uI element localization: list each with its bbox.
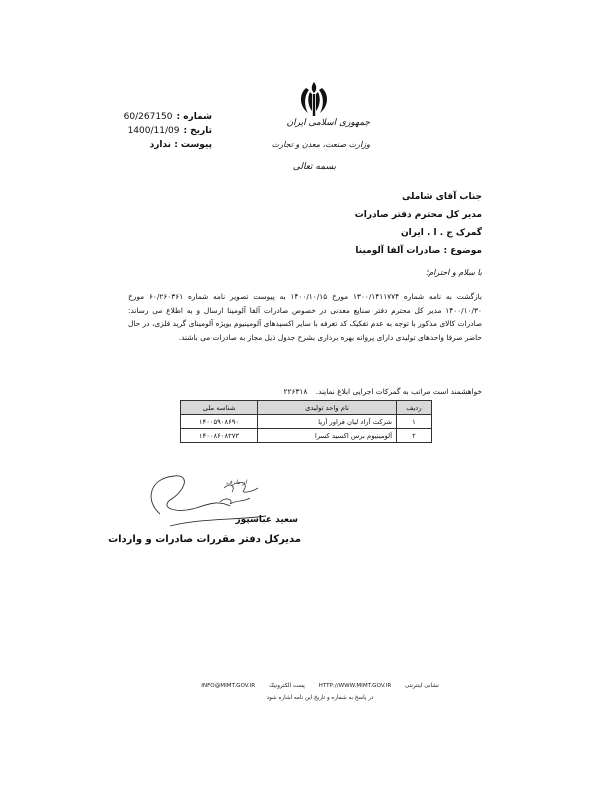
attachment-row: [112, 138, 212, 152]
signer-name: سعید عباسپور: [235, 515, 298, 525]
salutation: با سلام و احترام؛: [425, 268, 482, 277]
closing-text: خواهشمند است مراتب به گمرکات اجرایی ابلاغ نمایند.: [315, 387, 482, 396]
footer-note: در پاسخ به شماره و تاریخ این نامه اشاره شود: [266, 695, 374, 701]
footer-contacts: [180, 683, 460, 689]
letter-date-value: 1400/11/09: [127, 126, 180, 136]
ministry-name: وزارت صنعت، معدن و تجارت: [271, 140, 370, 149]
table-row: [181, 429, 432, 443]
producers-table: [180, 400, 432, 443]
body-paragraph: بازگشت به نامه شماره ۱۳۰۰/۱۴۱۱۷۷۴ مورخ ۱۴۰۰/۱۰/۱۵ به پیوست تصویر نامه شماره ۶۰/۲۶۰۳۶۱ مورخ ۱۴۰۰/۱۰/۳۰ مدیر کل محترم دفتر صنایع معدنی در خصوص صادرات آلفا آلومینا ارسال و به اطلاع می رساند: صادرات کالای مذکور با توجه به عدم تفکیک کد تعرفه با سایر اکسیدهای آلومینیوم بویژه آلومینای گرید فلزی، در حال حاضر صرفا واحدهای تولیدی دارای پروانه بهره برداری بشرح جدول ذیل مجاز به صادرات می باشند.: [128, 292, 482, 342]
invocation: بسمه تعالی: [292, 162, 336, 172]
row-producer-name: آلومینیوم برس اکسید کسرا: [258, 429, 397, 443]
letter-date-label: تاریخ :: [183, 126, 212, 136]
col-header-name: نام واحد تولیدی: [258, 401, 397, 415]
row-index: ۲: [397, 429, 432, 443]
letter-number-row: [112, 110, 212, 124]
signer-title: مدیرکل دفتر مقررات صادرات و واردات: [108, 534, 301, 545]
table-header-row: [181, 401, 432, 415]
signature-note: از طرف: [226, 479, 247, 486]
letter-subject: موضوع : صادرات آلفا آلومینا: [355, 246, 482, 256]
col-header-index: ردیف: [397, 401, 432, 415]
closing-line: [200, 387, 482, 396]
closing-code: ۲۲۶۳۱۸: [283, 387, 308, 396]
letter-number-value: 60/267150: [123, 112, 173, 122]
attachment-label: پیوست : ندارد: [149, 140, 212, 150]
row-national-id: ۱۴۰۰۸۶۰۸۲۷۳: [181, 429, 258, 443]
letter-number-label: شماره :: [176, 112, 212, 122]
recipient-organization: گمرک ج . ا . ایران: [401, 228, 482, 238]
recipient-name: جناب آقای شاملی: [401, 192, 482, 202]
footer: [180, 683, 460, 707]
footer-website: HTTP://WWW.MIMT.GOV.IR: [318, 683, 392, 689]
row-national-id: ۱۴۰۰۵۹۰۸۶۹۰: [181, 415, 258, 429]
letter-date-row: [112, 124, 212, 138]
ministry-header: [250, 118, 370, 180]
footer-email-label: پست الکترونیک: [268, 683, 305, 689]
table-row: [181, 415, 432, 429]
letter-meta: [112, 110, 212, 152]
row-producer-name: شرکت آراد لیان فراور آریا: [258, 415, 397, 429]
col-header-national-id: شناسه ملی: [181, 401, 258, 415]
country-name: جمهوری اسلامی ایران: [286, 118, 370, 128]
row-index: ۱: [397, 415, 432, 429]
iran-emblem-icon: [296, 80, 332, 118]
footer-website-label: نشانی اینترنتی: [405, 683, 439, 689]
handwritten-signature: [140, 470, 270, 540]
footer-email: INFO@MIMT.GOV.IR: [201, 683, 256, 689]
recipient-position: مدیر کل محترم دفتر صادرات: [354, 210, 482, 220]
